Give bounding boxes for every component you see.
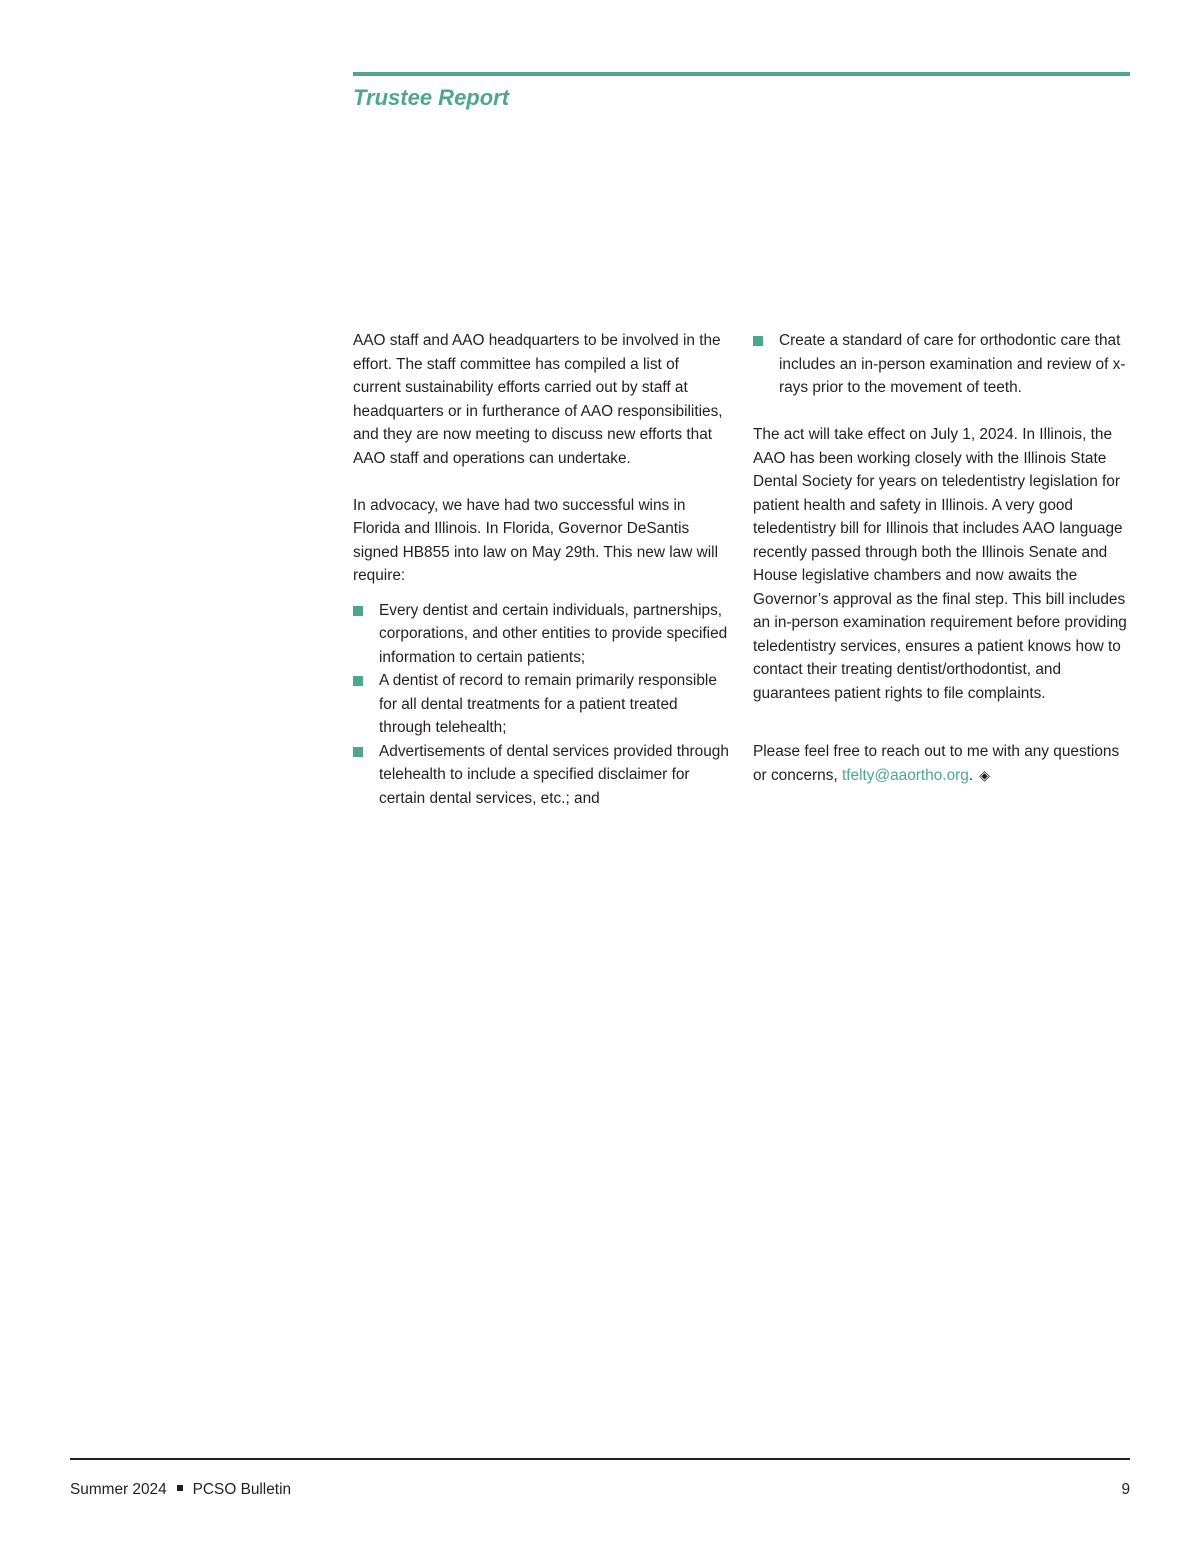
bullet-list [353, 599, 731, 811]
footer-separator-icon [177, 1485, 183, 1491]
footer-issue-date: Summer 2024 [70, 1481, 167, 1498]
bullet-square-icon [353, 747, 363, 757]
page-number: 9 [1121, 1481, 1130, 1498]
bullet-square-icon [353, 606, 363, 616]
list-item-text: Every dentist and certain individuals, partnerships, corporations, and other entities to provide specified information to certain patients; [379, 601, 728, 666]
left-column [353, 329, 731, 810]
contact-text: Please feel free to reach out to me with any questions or concerns, [753, 743, 1120, 784]
bullet-list [753, 329, 1133, 400]
contact-suffix: . [968, 766, 974, 784]
contact-paragraph [753, 740, 1133, 787]
footer-rule [70, 1458, 1130, 1460]
list-item-text: Advertisements of dental services provided through telehealth to include a specified disclaimer for certain dental services, etc.; and [379, 742, 729, 807]
footer-publication: PCSO Bulletin [192, 1481, 292, 1498]
right-column [753, 329, 1133, 787]
list-item [353, 599, 731, 670]
header-rule [353, 72, 1130, 76]
list-item-text: Create a standard of care for orthodontic care that includes an in-person examination and review of x-rays prior to the movement of teeth. [779, 332, 1126, 396]
list-item [753, 329, 1133, 400]
body-paragraph: In advocacy, we have had two successful wins in Florida and Illinois. In Florida, Governor DeSantis signed HB855 into law on May 29th. This new law will require: [353, 496, 719, 584]
list-item [353, 669, 731, 740]
list-item [353, 740, 731, 811]
end-mark-icon: ◈ [979, 766, 990, 783]
body-paragraph: The act will take effect on July 1, 2024. In Illinois, the AAO has been working closely with the Illinois State Dental Society for years on teledentistry legislation for patient health and safety in Illinois. A very good teledentistry bill for Illinois that includes AAO language recently passed through both the Illinois Senate and House legislative chambers and now awaits the Governor’s approval as the final step. This bill includes an in-person examination requirement before providing teledentistry services, ensures a patient knows how to contact their treating dentist/orthodontist, and guarantees patient rights to file complaints. [753, 426, 1127, 702]
body-paragraph: AAO staff and AAO headquarters to be involved in the effort. The staff committee has compiled a list of current sustainability efforts carried out by staff at headquarters or in furtherance of AAO responsibilities, and they are now meeting to discuss new efforts that AAO staff and operations can undertake. [353, 332, 723, 467]
section-title: Trustee Report [353, 85, 510, 110]
bullet-square-icon [753, 336, 763, 346]
email-link[interactable]: tfelty@aaortho.org [841, 766, 969, 784]
list-item-text: A dentist of record to remain primarily responsible for all dental treatments for a patient treated through telehealth; [379, 672, 717, 736]
bullet-square-icon [353, 676, 363, 686]
footer-issue [70, 1479, 291, 1501]
